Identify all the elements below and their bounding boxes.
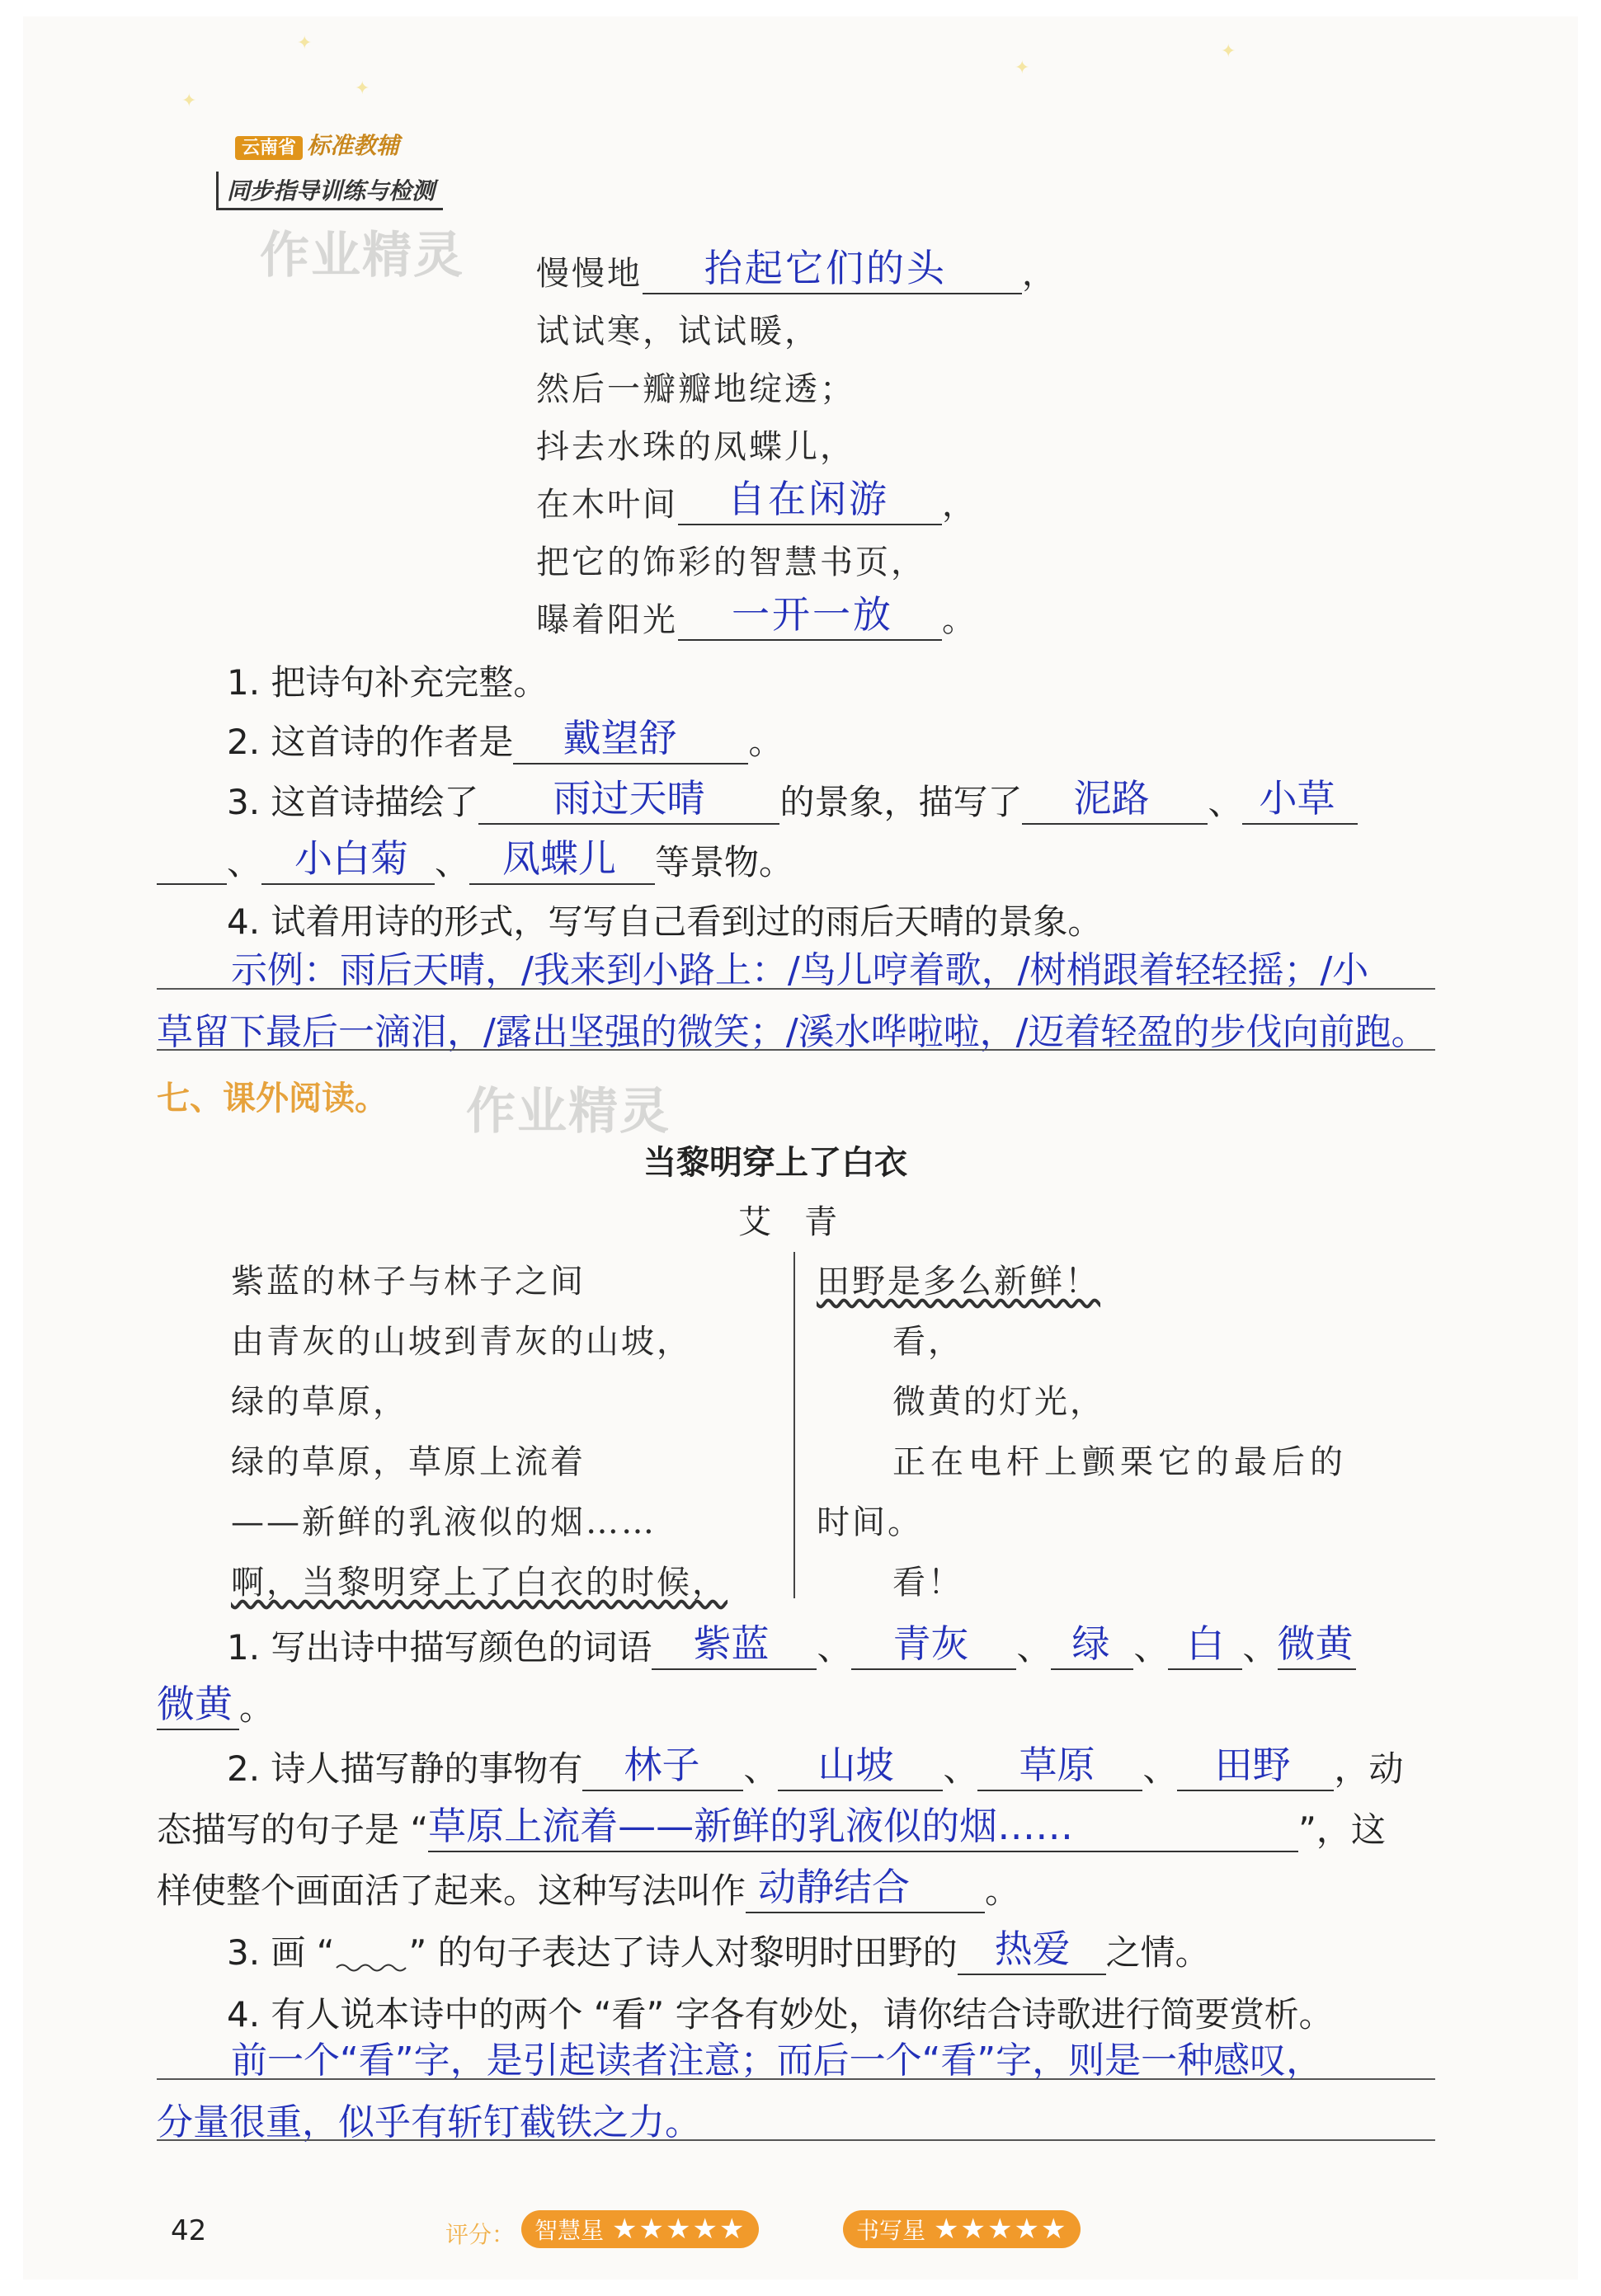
answer-text: 青灰 <box>892 1621 969 1666</box>
answer-text: 小草 <box>1259 776 1335 821</box>
answer-text: 草原 <box>1019 1743 1095 1787</box>
watermark: 作业精灵 <box>260 227 464 285</box>
reading-question-2: 2. 诗人描写静的事物有 林子 、 山坡 、 草原 、 田野 ，动 <box>227 1742 1404 1791</box>
answer-text: 戴望舒 <box>563 716 677 760</box>
answer-text: 小白菊 <box>294 836 409 881</box>
brand-badge: 云南省 <box>235 136 303 160</box>
answer-text: 草原上流着——新鲜的乳液似的烟…… <box>428 1804 1074 1848</box>
answer-text: 示例：雨后天晴，/我来到小路上：/鸟儿哼着歌，/树梢跟着轻轻摇；/小 <box>231 949 1369 991</box>
reading-question-1: 1. 写出诗中描写颜色的词语 紫蓝 、 青灰 、 绿 、 白 、 微黄 <box>227 1621 1356 1670</box>
wisdom-star-rating <box>521 2210 759 2248</box>
poem-line: 看， <box>892 1323 963 1361</box>
answer-text: 绿 <box>1071 1621 1110 1666</box>
watermark: 作业精灵 <box>466 1083 671 1141</box>
reading-question-4: 4. 有人说本诗中的两个 “看” 字各有妙处，请你结合诗歌进行简要赏析。 <box>227 1994 1334 2035</box>
star-icon: ★★★★★ <box>612 2213 746 2246</box>
answer-text: 微黄 <box>157 1682 233 1726</box>
answer-text: 动静结合 <box>758 1865 911 1909</box>
reading-question-2-line2: 态描写的句子是 “ 草原上流着——新鲜的乳液似的烟…… ”，这 <box>157 1803 1386 1852</box>
question-4: 4. 试着用诗的形式，写写自己看到过的雨后天晴的景象。 <box>227 901 1103 942</box>
series-title: 同步指导训练与检测 <box>216 172 443 210</box>
poem-line: 曝着阳光 一开一放 。 <box>536 594 977 641</box>
rating-label: 书写星 <box>856 2217 926 2244</box>
sparkle-decoration: ✦ <box>1015 58 1030 78</box>
poem-line: 正在电杆上颤栗它的最后的 <box>892 1443 1348 1481</box>
poem-line-underlined: 田野是多么新鲜！ <box>817 1263 1100 1301</box>
wavy-underline-icon <box>335 1962 409 1974</box>
poem-line: 紫蓝的林子与林子之间 <box>231 1263 586 1301</box>
answer-text: 林子 <box>624 1743 700 1787</box>
sparkle-decoration: ✦ <box>355 78 370 99</box>
poem-line: 把它的饰彩的智慧书页， <box>536 543 926 581</box>
question-3-continued: 、 小白菊 、 凤蝶儿 等景物。 <box>157 835 793 885</box>
writing-star-rating <box>843 2210 1081 2248</box>
sparkle-decoration: ✦ <box>297 33 313 54</box>
poem-line: 时间。 <box>817 1503 923 1541</box>
poem-line: 绿的草原， <box>231 1383 408 1421</box>
reading-question-1-continued: 微黄 。 <box>157 1681 274 1730</box>
question-3: 3. 这首诗描绘了 雨过天晴 的景象，描写了 泥路 、 小草 <box>227 775 1358 825</box>
poem-line: 慢慢地 抬起它们的头 ， <box>536 247 1057 294</box>
page-number: 42 <box>171 2214 207 2247</box>
answer-text: 紫蓝 <box>693 1621 770 1666</box>
brand-logo <box>235 128 399 161</box>
column-divider <box>793 1252 795 1598</box>
answer-line <box>157 988 1435 990</box>
answer-text: 自在闲游 <box>728 477 889 521</box>
poem-line: 在木叶间 自在闲游 ， <box>536 478 977 525</box>
poem-title: 当黎明穿上了白衣 <box>643 1144 907 1182</box>
reading-question-2-line3: 样使整个画面活了起来。这种写法叫作 动静结合 。 <box>157 1864 1019 1913</box>
section-title: 七、课外阅读。 <box>157 1080 388 1117</box>
score-label: 评分： <box>445 2221 516 2248</box>
answer-text: 白 <box>1186 1621 1225 1666</box>
answer-text: 山坡 <box>817 1743 894 1787</box>
answer-text: 泥路 <box>1073 776 1150 821</box>
sparkle-decoration: ✦ <box>1221 41 1236 62</box>
answer-text: 微黄 <box>1277 1621 1354 1666</box>
poem-author: 艾 青 <box>738 1203 837 1241</box>
answer-text: 前一个“看”字，是引起读者注意；而后一个“看”字，则是一种感叹， <box>231 2040 1323 2082</box>
poem-line-underlined: 啊，当黎明穿上了白衣的时候， <box>231 1564 728 1602</box>
answer-text: 田野 <box>1214 1743 1291 1787</box>
answer-text: 一开一放 <box>732 592 893 637</box>
answer-text: 抬起它们的头 <box>704 246 947 290</box>
poem-line: 微黄的灯光， <box>892 1383 1105 1421</box>
answer-text: 热爱 <box>994 1927 1071 1971</box>
poem-line: 试试寒，试试暖， <box>536 313 820 351</box>
answer-text: 分量很重，似乎有斩钉截铁之力。 <box>157 2101 701 2143</box>
answer-text: 雨过天晴 <box>553 776 705 821</box>
question-1: 1. 把诗句补充完整。 <box>227 662 549 703</box>
rating-label: 智慧星 <box>534 2217 605 2244</box>
poem-line: ——新鲜的乳液似的烟…… <box>231 1503 657 1541</box>
answer-text: 草留下最后一滴泪，/露出坚强的微笑；/溪水哗啦啦，/迈着轻盈的步伐向前跑。 <box>157 1011 1428 1053</box>
brand-title: 标准教辅 <box>307 132 400 159</box>
answer-text: 凤蝶儿 <box>502 836 617 881</box>
poem-line: 由青灰的山坡到青灰的山坡， <box>231 1323 692 1361</box>
answer-line <box>157 2139 1435 2141</box>
answer-line <box>157 1049 1435 1051</box>
sparkle-decoration: ✦ <box>181 91 197 111</box>
poem-line: 看！ <box>892 1564 963 1602</box>
poem-line: 绿的草原，草原上流着 <box>231 1443 586 1481</box>
poem-line: 抖去水珠的凤蝶儿， <box>536 428 855 466</box>
poem-line: 然后一瓣瓣地绽透； <box>536 370 855 408</box>
star-icon: ★★★★★ <box>934 2213 1068 2246</box>
reading-question-3: 3. 画 “ ” 的句子表达了诗人对黎明时田野的 热爱 之情。 <box>227 1926 1210 1975</box>
question-2: 2. 这首诗的作者是 戴望舒 。 <box>227 715 783 765</box>
answer-line <box>157 2078 1435 2080</box>
